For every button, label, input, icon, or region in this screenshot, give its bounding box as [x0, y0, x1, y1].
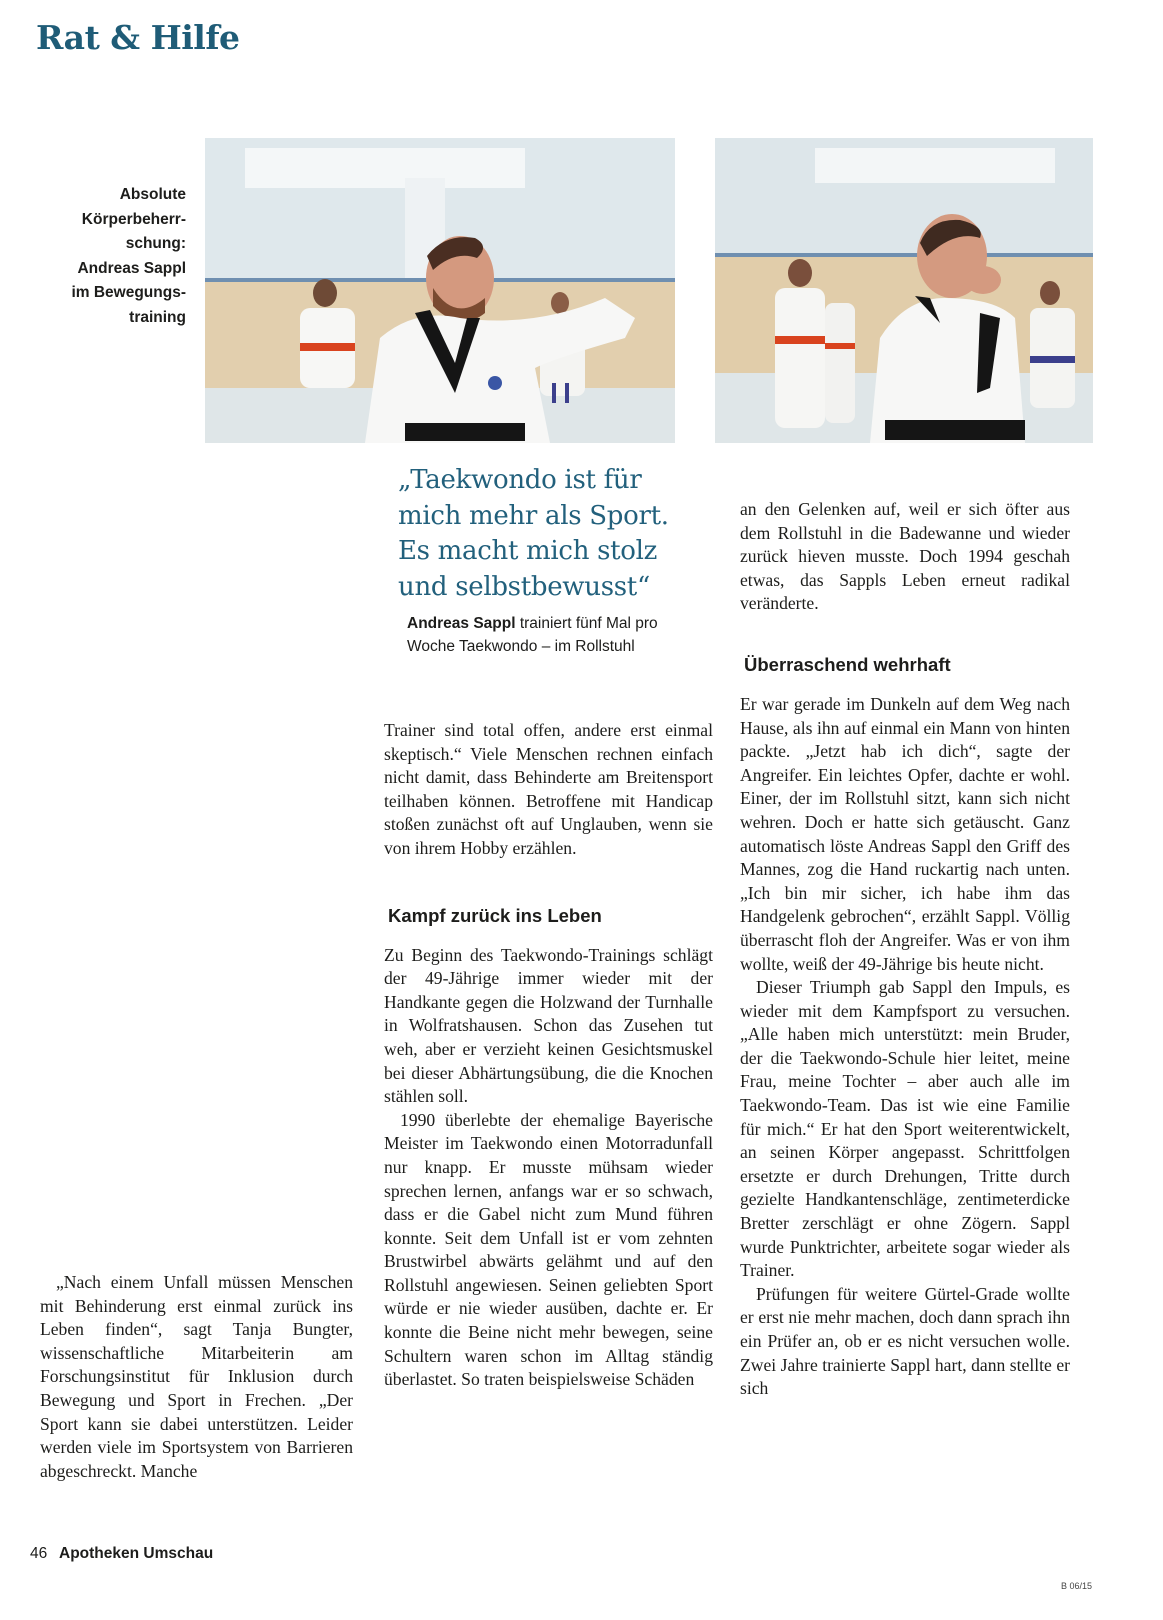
section-title: Rat & Hilfe: [36, 18, 240, 57]
article-column-right: [740, 498, 1070, 1401]
pull-quote-line: und selbstbewusst“: [398, 571, 650, 602]
article-paragraph: Er war gerade im Dunkeln auf dem Weg nach Hause, als ihn auf einmal ein Mann von hinten packte. „Jetzt hab ich dich“, sagte der Angreifer. Ein leichtes Opfer, dachte er wohl. Einer, der im Rollstuhl sitzt, kann sich nicht wehren. Doch er hatte sich getäuscht. Ganz automatisch löste Andreas Sappl den Griff des Mannes, zog die Hand ruckartig nach unten. „Ich bin mir sicher, ich habe ihm das Handgelenk gebrochen“, erzählt Sappl. Völlig überrascht floh der Angreifer. Was er von ihm wollte, weiß der 49-Jährige bis heute nicht.: [740, 693, 1070, 974]
caption-line: Körperbeherr-: [81, 210, 186, 228]
article-paragraph: an den Gelenken auf, weil er sich öfter aus dem Rollstuhl in die Badewanne und wieder zurück hieven musste. Doch 1994 geschah etwas, das Sappls Leben erneut radikal veränderte.: [740, 499, 1070, 614]
pull-quote-line: „Taekwondo ist für: [398, 465, 642, 495]
article-paragraph: Trainer sind total offen, andere erst einmal skeptisch.“ Viele Menschen rechnen einfach nicht damit, dass Behinderte am Breitensport teilhaben können. Betroffene mit Handicap stoßen zunächst oft auf Unglauben, wenn sie von ihrem Hobby erzählen.: [384, 720, 713, 858]
article-paragraph: Dieser Triumph gab Sappl den Impuls, es wieder mit dem Kampfsport zu versuchen. „Alle haben mich unterstützt: mein Bruder, der die Taekwondo-Schule hier leitet, meine Frau, meine Tochter – aber auch alle im Taekwondo-Team. Das ist wie eine Familie für mich.“ Er hat den Sport weiterentwickelt, an seinen Körper angepasst. Schrittfolgen ersetzte er durch Drehungen, Tritte durch gezielte Handkantenschläge, zentimeterdicke Bretter zerschlägt er ohne Zögern. Sappl wurde Punktrichter, arbeitete sogar wieder als Trainer.: [740, 977, 1070, 1281]
attribution-text: Woche Taekwondo – im Rollstuhl: [407, 638, 635, 655]
article-paragraph: 1990 überlebte der ehemalige Bayerische Meister im Taekwondo einen Motorradunfall nur knapp. Er musste mühsam wieder sprechen lernen, anfangs war er so schwach, dass er die Gabel nicht zum Mund führen konnte. Seit dem Unfall ist er vom zehnten Brustwirbel abwärts gelähmt und auf den Rollstuhl angewiesen. Seinen geliebten Sport würde er nie wieder ausüben, dachte er. Er konnte die Beine nicht mehr bewegen, seine Schultern waren schon im Alltag ständig überlastet. So traten beispielsweise Schäden: [384, 1109, 713, 1390]
caption-line: im Bewegungs-: [71, 284, 186, 301]
article-column-left: [40, 1271, 353, 1483]
subheading-kampf: Kampf zurück ins Leben: [388, 904, 602, 926]
page-number: 46: [30, 1545, 48, 1562]
taekwondo-photo-1: [205, 138, 675, 443]
quote-attribution: [407, 612, 727, 658]
article-paragraph: „Nach einem Unfall müssen Menschen mit Behinderung erst einmal zurück ins Leben finden“, sagt Tanja Bungter, wissenschaftliche Mitarbeiterin am Forschungsinstitut für Inklusion durch Bewegung und Sport in Frechen. „Der Sport kann sie dabei unterstützen. Leider werden viele im Sportsystem von Barrieren abgeschreckt. Manche: [40, 1272, 353, 1481]
photo-illustration: [205, 138, 675, 443]
caption-line: training: [129, 308, 186, 326]
caption-line: Andreas Sappl: [77, 259, 186, 277]
issue-code: B 06/15: [1061, 1581, 1093, 1591]
pull-quote: [398, 463, 728, 605]
pull-quote-line: mich mehr als Sport.: [398, 500, 669, 531]
photo-caption: [40, 183, 186, 330]
photo-illustration: [715, 138, 1093, 443]
attribution-name: Andreas Sappl: [407, 615, 516, 632]
attribution-text: trainiert fünf Mal pro: [515, 615, 658, 632]
caption-line: schung:: [125, 235, 186, 252]
article-paragraph: Prüfungen für weitere Gürtel-Grade wollte er erst nie mehr machen, doch dann sprach ihn ein Prüfer an, ob er es nicht versuchen wolle. Zwei Jahre trainierte Sappl hart, dann stellte er sich: [740, 1283, 1070, 1399]
publication-name: Apotheken Umschau: [59, 1545, 214, 1562]
subheading-wehrhaft: Überraschend wehrhaft: [744, 653, 951, 675]
taekwondo-photo-2: [715, 138, 1093, 443]
article-column-middle: [384, 719, 713, 1392]
pull-quote-line: Es macht mich stolz: [398, 536, 658, 566]
article-paragraph: Zu Beginn des Taekwondo-Trainings schlägt der 49-Jährige immer wieder mit der Handkante gegen die Holzwand der Turnhalle in Wolfratshausen. Schon das Zusehen tut weh, aber er verzieht keinen Gesichtsmuskel bei dieser Abhärtungsübung, die die Knochen stählen soll.: [384, 944, 713, 1107]
caption-line: Absolute: [119, 186, 186, 203]
